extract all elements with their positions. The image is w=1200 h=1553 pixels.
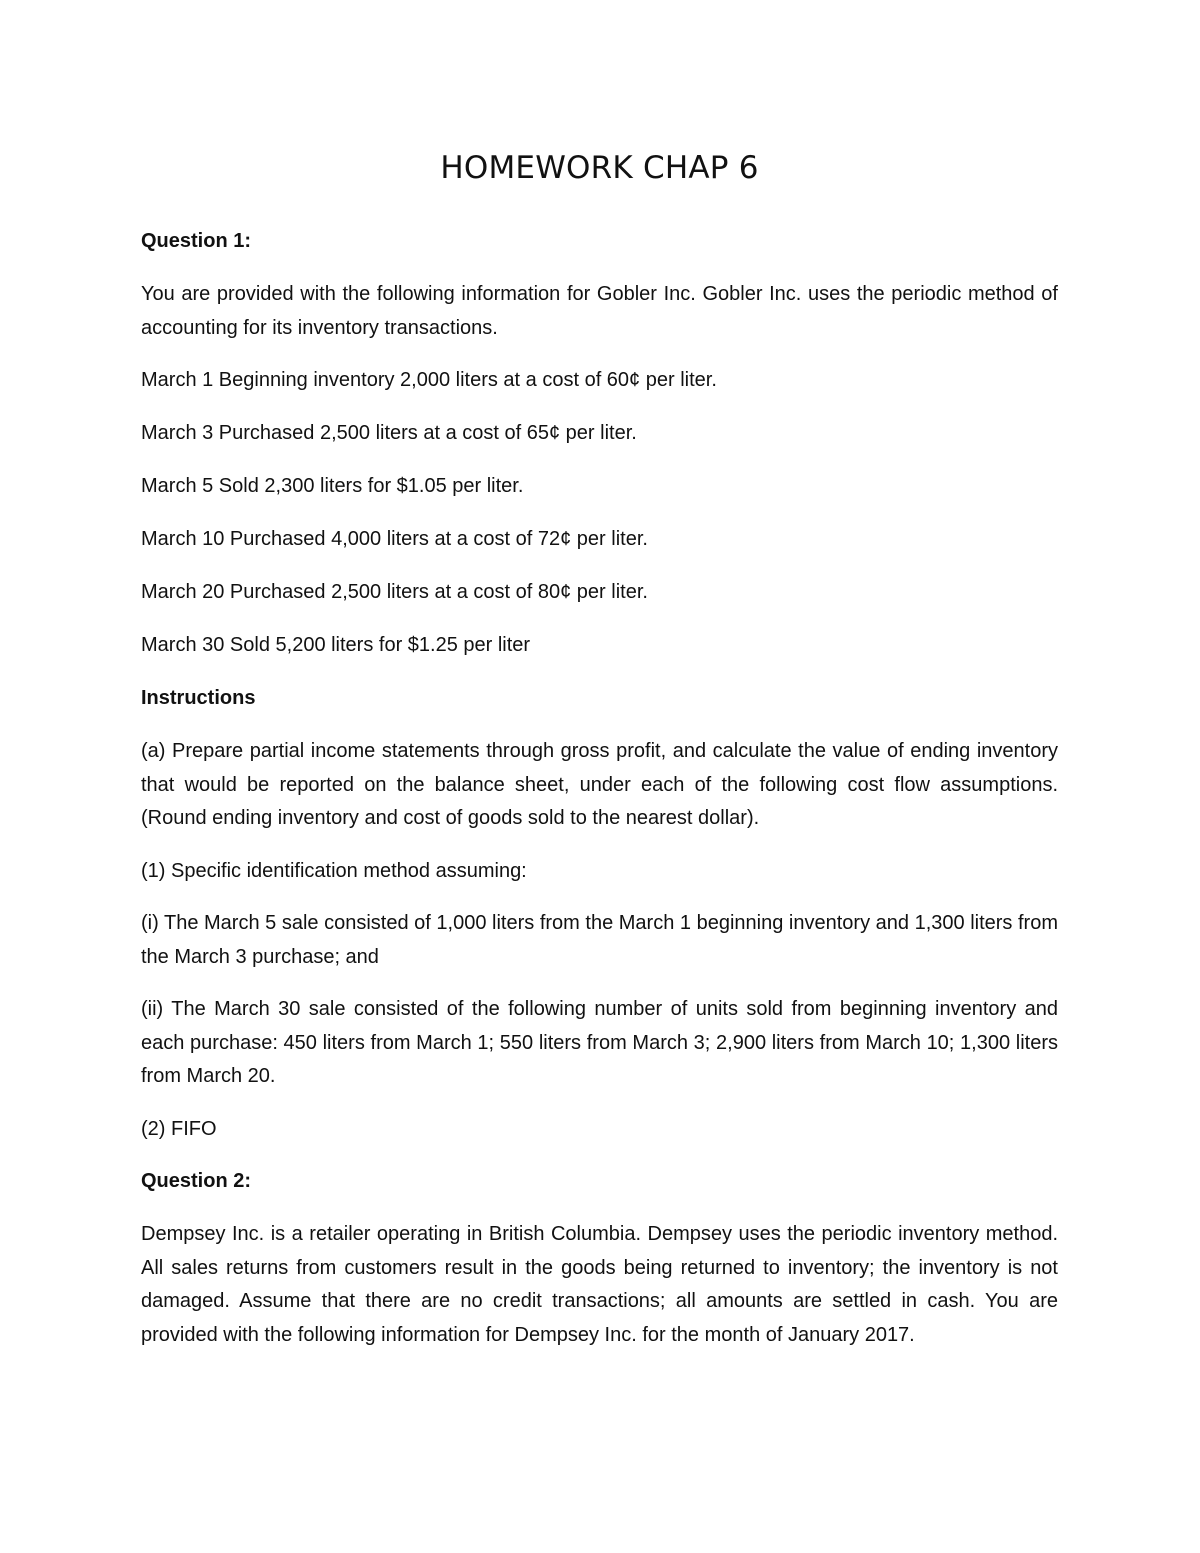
method-1: (1) Specific identification method assuming: (141, 859, 527, 882)
question-1-heading: Question 1: (141, 230, 252, 252)
transaction-line: March 3 Purchased 2,500 liters at a cost of 65¢ per liter. (141, 422, 637, 444)
question-1-intro: You are provided with the following information for Gobler Inc. Gobler Inc. uses the periodic method of accounting for its inventory transactions. (141, 283, 1058, 339)
transaction-line: March 5 Sold 2,300 liters for $1.05 per liter. (141, 475, 524, 497)
instruction-a: (a) Prepare partial income statements through gross profit, and calculate the value of ending inventory that would be reported on the balance sheet, under each of the following cost flow assumptions. (Round ending inventory and cost of goods sold to the nearest dollar). (141, 740, 1058, 829)
document-title: HOMEWORK CHAP 6 (440, 150, 759, 186)
instructions-heading: Instructions (141, 687, 256, 709)
transaction-line: March 1 Beginning inventory 2,000 liters at a cost of 60¢ per liter. (141, 369, 717, 391)
transaction-line: March 30 Sold 5,200 liters for $1.25 per liter (141, 634, 531, 656)
question-2-heading: Question 2: (141, 1170, 252, 1192)
transaction-line: March 20 Purchased 2,500 liters at a cost of 80¢ per liter. (141, 581, 648, 603)
transaction-line: March 10 Purchased 4,000 liters at a cost of 72¢ per liter. (141, 528, 648, 550)
method-1-part-i: (i) The March 5 sale consisted of 1,000 liters from the March 1 beginning inventory and 1,300 liters from the March 3 purchase; and (141, 912, 1058, 968)
method-1-part-ii: (ii) The March 30 sale consisted of the following number of units sold from beginning inventory and each purchase: 450 liters from March 1; 550 liters from March 3; 2,900 liters from March 10; 1,300 liters from March 20. (141, 998, 1058, 1087)
document-content (141, 148, 1058, 1371)
question-2-intro: Dempsey Inc. is a retailer operating in British Columbia. Dempsey uses the periodic inventory method. All sales returns from customers result in the goods being returned to inventory; the inventory is not damaged. Assume that there are no credit transactions; all amounts are settled in cash. You are provided with the following information for Dempsey Inc. for the month of January 2017. (141, 1223, 1058, 1346)
method-2: (2) FIFO (141, 1117, 217, 1140)
